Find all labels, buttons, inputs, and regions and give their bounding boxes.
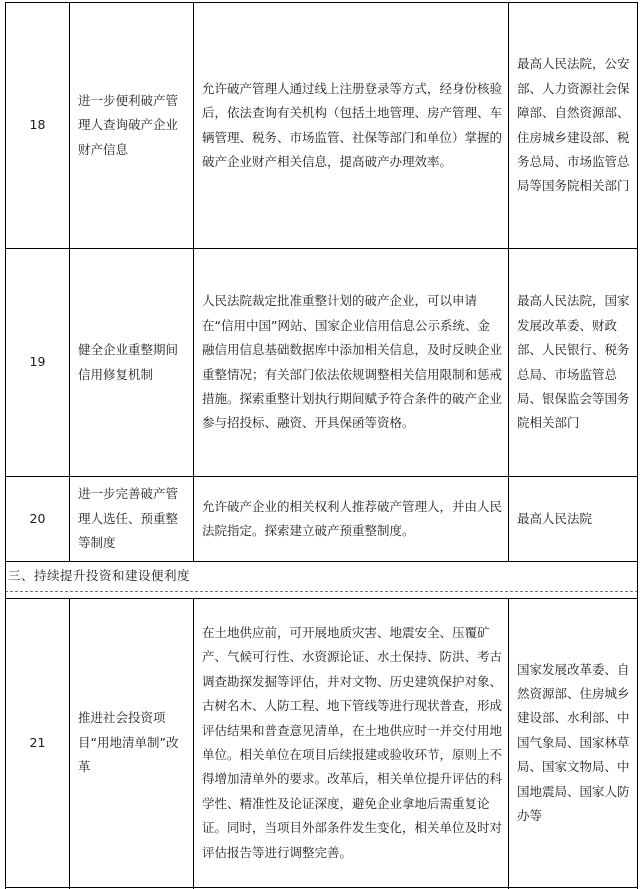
column-border xyxy=(5,561,6,599)
content-cell: 在土地供应前，可开展地质灾害、地震安全、压覆矿产、气候可行性、水资源论证、水土保持、防洪、考古调查勘探发掘等评估，并对文物、历史建筑保护对象、古树名木、人防工程、地下管线等进行现状普查，形成评估结果和普查意见清单，在土地供应时一并交付用地单位。相关单位在项目后续报建或验收环节，原则上不得增加清单外的要求。改革后，相关单位提升评估的科学性、精准性及论证深度，避免企业拿地后需重复论证。同时，当项目外部条件发生变化，相关单位及时对评估报告等进行调整完善。 xyxy=(202,624,503,860)
content-cell: 人民法院裁定批准重整计划的破产企业，可以申请在“信用中国”网站、国家企业信用信息公示系统、金融信用信息基础数据库中添加相关信息，及时反映企业重整情况；有关部门依法依规调整相关信用限制和惩戒措施。探索重整计划执行期间赋予符合条件的破产企业参与招投标、融资、开具保函等资格。 xyxy=(202,293,503,431)
row-number: 18 xyxy=(29,117,46,133)
row-number: 21 xyxy=(29,734,46,750)
measure-cell: 推进社会投资项目“用地清单制”改革 xyxy=(78,710,179,775)
department-cell: 最高人民法院 xyxy=(517,510,593,526)
column-border xyxy=(637,598,638,889)
department-cell: 最高人民法院，公安部、人力资源社会保障部、自然资源部、住房城乡建设部、税务总局、市场监管总局等国务院相关部门 xyxy=(517,56,630,194)
measure-cell: 健全企业重整期间信用修复机制 xyxy=(78,342,179,382)
content-cell: 允许破产企业的相关权利人推荐破产管理人，并由人民法院指定。探索建立破产预重整制度。 xyxy=(202,498,503,538)
department-cell: 最高人民法院，国家发展改革委、财政部、人民银行、税务总局、市场监管总局、银保监会等国务院相关部门 xyxy=(517,293,630,431)
content-cell: 允许破产管理人通过线上注册登录等方式，经身份核验后，依法查询有关机构（包括土地管理、房产管理、车辆管理、税务、市场监管、社保等部门和单位）掌握的破产企业财产相关信息，提高破产办理效率。 xyxy=(202,80,503,169)
measure-cell: 进一步完善破产管理人选任、预重整等制度 xyxy=(78,486,179,551)
row-divider xyxy=(5,887,638,888)
section-divider xyxy=(5,591,638,593)
department-cell: 国家发展改革委、自然资源部、住房城乡建设部、水利部、中国气象局、国家林草局、国家文物局、中国地震局、国家人防办等 xyxy=(517,661,630,824)
row-number: 20 xyxy=(29,510,46,526)
measure-cell: 进一步便利破产管理人查询破产企业财产信息 xyxy=(78,92,179,157)
column-border xyxy=(637,2,638,562)
row-number: 19 xyxy=(29,354,46,370)
section-heading: 三、持续提升投资和建设便利度 xyxy=(8,568,191,583)
column-border xyxy=(637,561,638,599)
